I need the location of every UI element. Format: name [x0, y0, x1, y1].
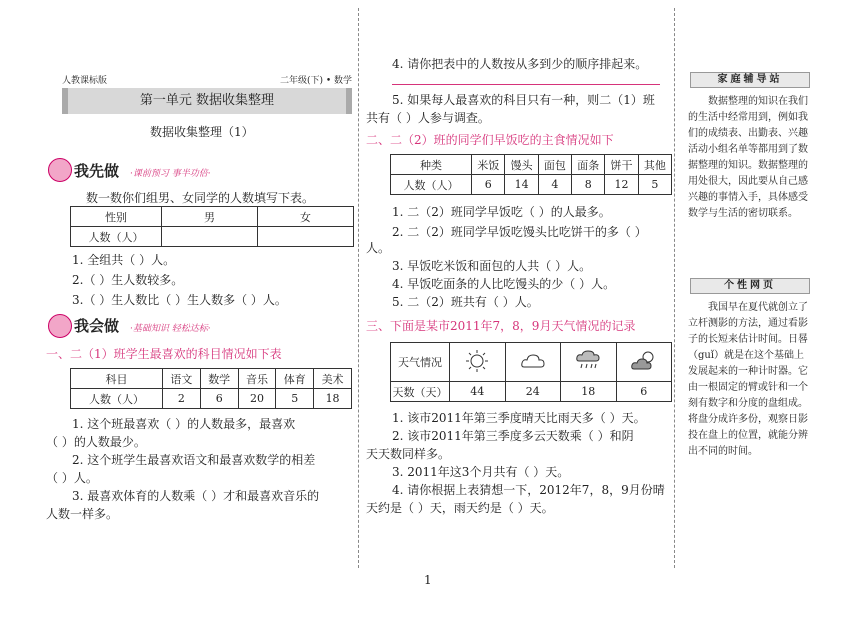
table-cell: 馒头 — [505, 155, 538, 175]
weather-table — [390, 342, 672, 402]
question-text: 数一数你们组男、女同学的人数填写下表。 — [86, 191, 315, 205]
question-text: 5. 如果每人最喜欢的科目只有一种，则二（1）班 — [392, 93, 655, 107]
section-title: 我先做 — [74, 162, 120, 180]
column-divider — [674, 8, 675, 568]
part-title: 一、二（1）班学生最喜欢的科目情况如下表 — [46, 347, 282, 361]
part-title: 三、下面是某市2011年7，8，9月天气情况的记录 — [366, 319, 636, 333]
cartoon-girl-icon — [48, 158, 72, 182]
table-cell: 20 — [238, 389, 276, 409]
question-text: 1. 二（2）班同学早饭吃（ ）的人最多。 — [392, 205, 611, 219]
table-cell: 14 — [505, 175, 538, 195]
table-cell: 饼干 — [605, 155, 638, 175]
question-text: 4. 请你根据上表猜想一下，2012年7，8，9月份晴 — [392, 483, 665, 497]
question-text: 1. 该市2011年第三季度晴天比雨天多（ ）天。 — [392, 411, 646, 425]
table-cell: 女 — [258, 207, 354, 227]
table-cell: 米饭 — [472, 155, 505, 175]
cartoon-girl-icon — [48, 314, 72, 338]
question-text: 3. 早饭吃米饭和面包的人共（ ）人。 — [392, 259, 592, 273]
table-cell: 5 — [276, 389, 314, 409]
table-cell: 12 — [605, 175, 638, 195]
gender-table — [70, 206, 354, 247]
header-right: 二年级(下) • 数学 — [279, 76, 352, 86]
part-title: 二、二（2）班的同学们早饭吃的主食情况如下 — [366, 133, 614, 147]
unit-title: 第一单元 数据收集整理 — [62, 88, 352, 114]
table-cell: 美术 — [314, 369, 352, 389]
sidebar-title: 个性网页 — [690, 278, 810, 294]
table-cell: 人数（人） — [71, 227, 162, 247]
table-cell: 8 — [572, 175, 605, 195]
table-cell — [505, 343, 561, 382]
table-cell: 18 — [314, 389, 352, 409]
question-text: 4. 早饭吃面条的人比吃馒头的少（ ）人。 — [392, 277, 616, 291]
question-text: 3. 最喜欢体育的人数乘（ ）才和最喜欢音乐的 — [72, 489, 320, 503]
table-cell: 4 — [538, 175, 571, 195]
question-text: （ ）的人数最少。 — [46, 435, 146, 449]
table-cell: 语文 — [163, 369, 201, 389]
sun-icon — [463, 349, 491, 373]
table-cell — [561, 343, 617, 382]
table-cell: 体育 — [276, 369, 314, 389]
cloud-icon — [519, 349, 547, 373]
table-cell: 24 — [505, 382, 561, 402]
column-divider — [358, 8, 359, 568]
table-cell: 18 — [561, 382, 617, 402]
section-title: 我会做 — [74, 317, 120, 335]
table-cell — [616, 343, 672, 382]
table-cell: 人数（人） — [71, 389, 163, 409]
table-cell: 5 — [638, 175, 671, 195]
table-cell: 面包 — [538, 155, 571, 175]
sidebar-text: 数据整理的知识在我们的生活中经常用到，例如我们的成绩表、出勤表、兴趣活动小组名单等都用到了数据整理的知识。数据整理的用处很大，因此要从自己感兴趣的事情入手，具体感受数学与生活的密切联系。 — [688, 96, 808, 219]
table-cell: 男 — [162, 207, 258, 227]
question-text: 1. 全组共（ ）人。 — [72, 253, 176, 267]
question-text: 5. 二（2）班共有（ ）人。 — [392, 295, 539, 309]
subject-table — [70, 368, 352, 409]
question-text: 3. 2011年这3个月共有（ ）天。 — [392, 465, 570, 479]
lesson-title: 数据收集整理（1） — [150, 125, 254, 139]
table-cell — [450, 343, 506, 382]
answer-line[interactable] — [392, 84, 660, 85]
sidebar-text: 我国早在夏代就创立了立杆测影的方法，通过看影子的长短来估计时间。日晷（guǐ）就是在这个基础上发展起来的一种计时器。它由一根固定的臂或针和一个刻有数字和分度的盘组成。将盘分成许多份，观察日影投在盘上的位置，就能分辨出不同的时间。 — [688, 302, 808, 457]
question-text: 3.（ ）生人数比（ ）生人数多（ ）人。 — [72, 293, 287, 307]
sidebar-title: 家庭辅导站 — [690, 72, 810, 88]
question-text: 天约是（ ）天，雨天约是（ ）天。 — [366, 501, 554, 515]
table-cell: 科目 — [71, 369, 163, 389]
question-text: （ ）人。 — [46, 471, 98, 485]
rain-icon — [574, 349, 602, 373]
table-cell[interactable] — [162, 227, 258, 247]
table-cell[interactable] — [258, 227, 354, 247]
question-text: 1. 这个班最喜欢（ ）的人数最多，最喜欢 — [72, 417, 296, 431]
table-cell: 面条 — [572, 155, 605, 175]
table-cell: 天气情况 — [391, 343, 450, 382]
question-text: 2. 这个班学生最喜欢语文和最喜欢数学的相差 — [72, 453, 316, 467]
question-text: 共有（ ）人参与调查。 — [366, 111, 490, 125]
breakfast-table — [390, 154, 672, 195]
table-cell: 音乐 — [238, 369, 276, 389]
table-cell: 数学 — [200, 369, 238, 389]
table-cell: 6 — [200, 389, 238, 409]
table-cell: 44 — [450, 382, 506, 402]
question-text: 4. 请你把表中的人数按从多到少的顺序排起来。 — [392, 57, 648, 71]
question-text: 人。 — [366, 241, 391, 255]
table-cell: 种类 — [391, 155, 472, 175]
table-cell: 2 — [163, 389, 201, 409]
page-number: 1 — [424, 573, 432, 587]
table-cell: 人数（人） — [391, 175, 472, 195]
question-text: 人数一样多。 — [46, 507, 119, 521]
question-text: 2.（ ）生人数较多。 — [72, 273, 184, 287]
sun-cloud-icon — [630, 349, 658, 373]
table-cell: 6 — [472, 175, 505, 195]
table-cell: 性别 — [71, 207, 162, 227]
table-cell: 其他 — [638, 155, 671, 175]
section-subtitle: ·课前预习 事半功倍· — [130, 169, 211, 179]
question-text: 2. 二（2）班同学早饭吃馒头比吃饼干的多（ ） — [392, 225, 647, 239]
header-left: 人教课标版 — [62, 76, 108, 86]
table-cell: 天数（天） — [391, 382, 450, 402]
section-subtitle: ·基础知识 轻松达标· — [130, 324, 211, 334]
question-text: 2. 该市2011年第三季度多云天数乘（ ）和阴 — [392, 429, 634, 443]
table-cell: 6 — [616, 382, 672, 402]
question-text: 天天数同样多。 — [366, 447, 451, 461]
